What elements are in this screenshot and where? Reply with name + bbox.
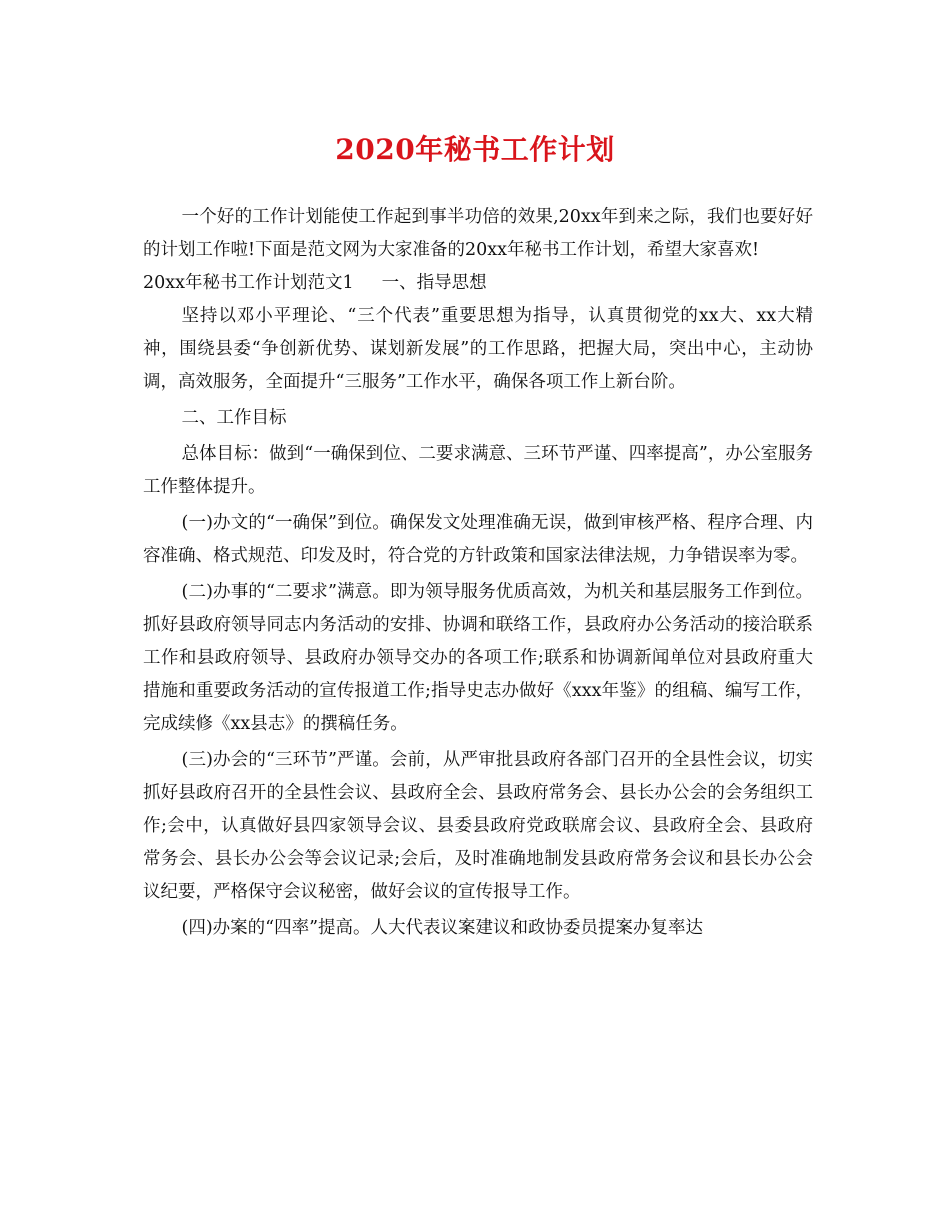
section-2-title: 二、工作目标 xyxy=(181,408,287,428)
document-body xyxy=(143,201,813,945)
document-title: 2020年秘书工作计划 xyxy=(335,133,615,166)
case-handling-paragraph: (四)办案的“四率”提高。人大代表议案建议和政协委员提案办复率达 xyxy=(181,918,704,938)
meeting-handling-paragraph: (三)办会的“三环节”严谨。会前，从严审批县政府各部门召开的全县性会议，切实抓好县政府召开的全县性会议、县政府全会、县政府常务会、县长办公会的会务组织工作;会中，认真做好县四家领导会议、县委县政府党政联席会议、县政府全会、县政府常务会、县长办公会等会议记录;会后，及时准确地制发县政府常务会议和县长办公会议纪要，严格保守会议秘密，做好会议的宣传报导工作。 xyxy=(143,750,813,902)
document-handling-paragraph: (一)办文的“一确保”到位。确保发文处理准确无误，做到审核严格、程序合理、内容准确、格式规范、印发及时，符合党的方针政策和国家法律法规，力争错误率为零。 xyxy=(143,513,813,566)
sample-heading-line xyxy=(143,267,813,300)
section-1-title: 一、指导思想 xyxy=(381,273,487,293)
intro-paragraph: 一个好的工作计划能使工作起到事半功倍的效果,20xx年到来之际，我们也要好好的计划工作啦!下面是范文网为大家准备的20xx年秘书工作计划，希望大家喜欢! xyxy=(143,207,813,260)
overall-goal-paragraph: 总体目标：做到“一确保到位、二要求满意、三环节严谨、四率提高”，办公室服务工作整体提升。 xyxy=(143,444,813,497)
guiding-thought-paragraph: 坚持以邓小平理论、“三个代表”重要思想为指导，认真贯彻党的xx大、xx大精神，围绕县委“争创新优势、谋划新发展”的工作思路，把握大局，突出中心，主动协调，高效服务，全面提升“三服务”工作水平，确保各项工作上新台阶。 xyxy=(143,306,813,392)
affairs-handling-paragraph: (二)办事的“二要求”满意。即为领导服务优质高效，为机关和基层服务工作到位。抓好县政府领导同志内务活动的安排、协调和联络工作，县政府办公务活动的接洽联系工作和县政府领导、县政府办领导交办的各项工作;联系和协调新闻单位对县政府重大措施和重要政务活动的宣传报道工作;指导史志办做好《xxx年鉴》的组稿、编写工作，完成续修《xx县志》的撰稿任务。 xyxy=(143,582,813,734)
sample-label: 20xx年秘书工作计划范文1 xyxy=(143,273,354,293)
